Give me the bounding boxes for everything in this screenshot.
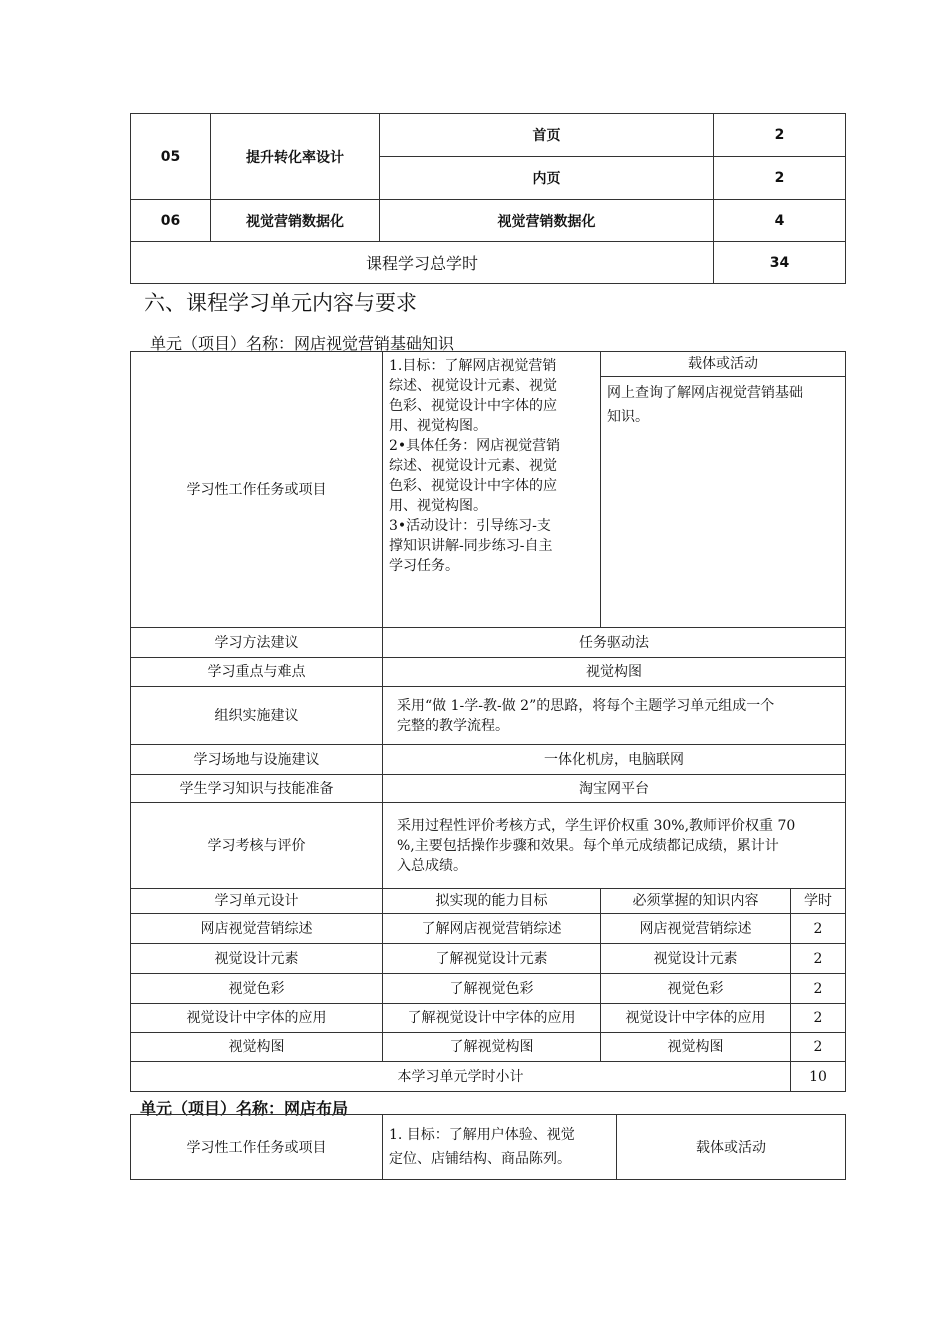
design-hours: 2 xyxy=(791,944,846,974)
task-line: 撑知识讲解-同步练习-自主 xyxy=(389,538,553,554)
design-hours: 2 xyxy=(791,1033,846,1062)
org-line: 完整的教学流程。 xyxy=(397,717,509,734)
design-cell: 网店视觉营销综述 xyxy=(131,914,383,944)
row-value xyxy=(383,803,846,889)
table-row xyxy=(131,1033,846,1062)
row-label: 学习场地与设施建议 xyxy=(131,745,383,775)
task-line: 色彩、视觉设计中字体的应 xyxy=(389,398,557,414)
unit-name: 提升转化率设计 xyxy=(211,114,380,200)
column-header: 学时 xyxy=(791,889,846,914)
section-title: 六、课程学习单元内容与要求 xyxy=(144,291,417,315)
design-cell: 了解视觉色彩 xyxy=(383,974,601,1004)
carrier-line: 网上查询了解网店视觉营销基础 xyxy=(607,385,803,401)
task-line: 用、视觉构图。 xyxy=(389,418,487,434)
table-row xyxy=(131,628,846,658)
design-hours: 2 xyxy=(791,1004,846,1033)
item-label: 内页 xyxy=(380,157,714,200)
task-description xyxy=(383,352,601,628)
eval-line: 采用过程性评价考核方式，学生评价权重 30%,教师评价权重 70 xyxy=(397,817,796,834)
table-row xyxy=(131,944,846,974)
carrier-line: 知识。 xyxy=(607,409,649,425)
design-cell: 了解视觉设计中字体的应用 xyxy=(383,1004,601,1033)
design-cell: 网店视觉营销综述 xyxy=(601,914,791,944)
table-row xyxy=(131,200,846,242)
table-row xyxy=(131,914,846,944)
unit-table xyxy=(130,1114,846,1180)
subtotal-value: 10 xyxy=(791,1062,846,1092)
row-value: 一体化机房，电脑联网 xyxy=(383,745,846,775)
design-cell: 了解视觉构图 xyxy=(383,1033,601,1062)
column-header: 学习单元设计 xyxy=(131,889,383,914)
design-cell: 视觉设计元素 xyxy=(131,944,383,974)
row-value: 视觉构图 xyxy=(383,658,846,687)
design-cell: 视觉色彩 xyxy=(131,974,383,1004)
table-row xyxy=(131,1004,846,1033)
item-hours: 4 xyxy=(714,200,846,242)
table-row xyxy=(131,803,846,889)
unit-name: 视觉营销数据化 xyxy=(211,200,380,242)
unit-title: 单元（项目）名称：网店视觉营销基础知识 xyxy=(150,334,455,353)
row-label: 学习考核与评价 xyxy=(131,803,383,889)
item-hours: 2 xyxy=(714,114,846,157)
org-line: 采用“做 1-学-教-做 2”的思路，将每个主题学习单元组成一个 xyxy=(397,697,775,714)
row-label: 学习方法建议 xyxy=(131,628,383,658)
table-row xyxy=(131,775,846,803)
carrier-label: 载体或活动 xyxy=(617,1115,846,1180)
eval-line: %,主要包括操作步骤和效果。每个单元成绩都记成绩，累计计 xyxy=(397,837,779,854)
task-label: 学习性工作任务或项目 xyxy=(131,1115,383,1180)
design-cell: 了解视觉设计元素 xyxy=(383,944,601,974)
task-line: 综述、视觉设计元素、视觉 xyxy=(389,378,557,394)
eval-line: 入总成绩。 xyxy=(397,857,467,874)
row-value xyxy=(383,687,846,745)
total-hours: 34 xyxy=(714,242,846,284)
table-row xyxy=(131,242,846,284)
row-label: 学生学习知识与技能准备 xyxy=(131,775,383,803)
unit-number: 05 xyxy=(131,114,211,200)
subtotal-label: 本学习单元学时小计 xyxy=(131,1062,791,1092)
carrier-description xyxy=(601,377,845,433)
design-cell: 视觉色彩 xyxy=(601,974,791,1004)
task-line: 定位、店铺结构、商品陈列。 xyxy=(389,1151,571,1167)
item-label: 首页 xyxy=(380,114,714,157)
item-label: 视觉营销数据化 xyxy=(380,200,714,242)
row-label: 组织实施建议 xyxy=(131,687,383,745)
task-line: 学习任务。 xyxy=(389,558,459,574)
design-cell: 视觉构图 xyxy=(131,1033,383,1062)
table-row xyxy=(131,745,846,775)
task-line: 3•活动设计：引导练习-支 xyxy=(389,518,551,534)
design-cell: 视觉设计元素 xyxy=(601,944,791,974)
table-row xyxy=(131,1062,846,1092)
row-value: 淘宝网平台 xyxy=(383,775,846,803)
design-cell: 视觉设计中字体的应用 xyxy=(601,1004,791,1033)
unit-title: 单元（项目）名称：网店布局 xyxy=(140,1099,349,1118)
carrier-label: 载体或活动 xyxy=(601,352,845,377)
task-line: 1. 目标：了解用户体验、视觉 xyxy=(389,1127,575,1143)
task-line: 色彩、视觉设计中字体的应 xyxy=(389,478,557,494)
task-line: 用、视觉构图。 xyxy=(389,498,487,514)
task-description xyxy=(383,1115,617,1180)
task-label: 学习性工作任务或项目 xyxy=(131,352,383,628)
table-row xyxy=(131,687,846,745)
task-line: 综述、视觉设计元素、视觉 xyxy=(389,458,557,474)
column-header: 必须掌握的知识内容 xyxy=(601,889,791,914)
total-label: 课程学习总学时 xyxy=(131,242,714,284)
design-hours: 2 xyxy=(791,914,846,944)
design-cell: 了解网店视觉营销综述 xyxy=(383,914,601,944)
table-row xyxy=(131,889,846,914)
design-hours: 2 xyxy=(791,974,846,1004)
table-row xyxy=(131,352,846,628)
unit-table xyxy=(130,351,846,1092)
table-row xyxy=(131,114,846,157)
table-row xyxy=(131,1115,846,1180)
row-label: 学习重点与难点 xyxy=(131,658,383,687)
task-line: 1.目标：了解网店视觉营销 xyxy=(389,358,557,374)
task-line: 2•具体任务：网店视觉营销 xyxy=(389,438,561,454)
design-cell: 视觉设计中字体的应用 xyxy=(131,1004,383,1033)
table-row xyxy=(131,974,846,1004)
column-header: 拟实现的能力目标 xyxy=(383,889,601,914)
schedule-table xyxy=(130,113,846,284)
unit-number: 06 xyxy=(131,200,211,242)
row-value: 任务驱动法 xyxy=(383,628,846,658)
item-hours: 2 xyxy=(714,157,846,200)
table-row xyxy=(131,658,846,687)
carrier-cell xyxy=(601,352,846,628)
design-cell: 视觉构图 xyxy=(601,1033,791,1062)
